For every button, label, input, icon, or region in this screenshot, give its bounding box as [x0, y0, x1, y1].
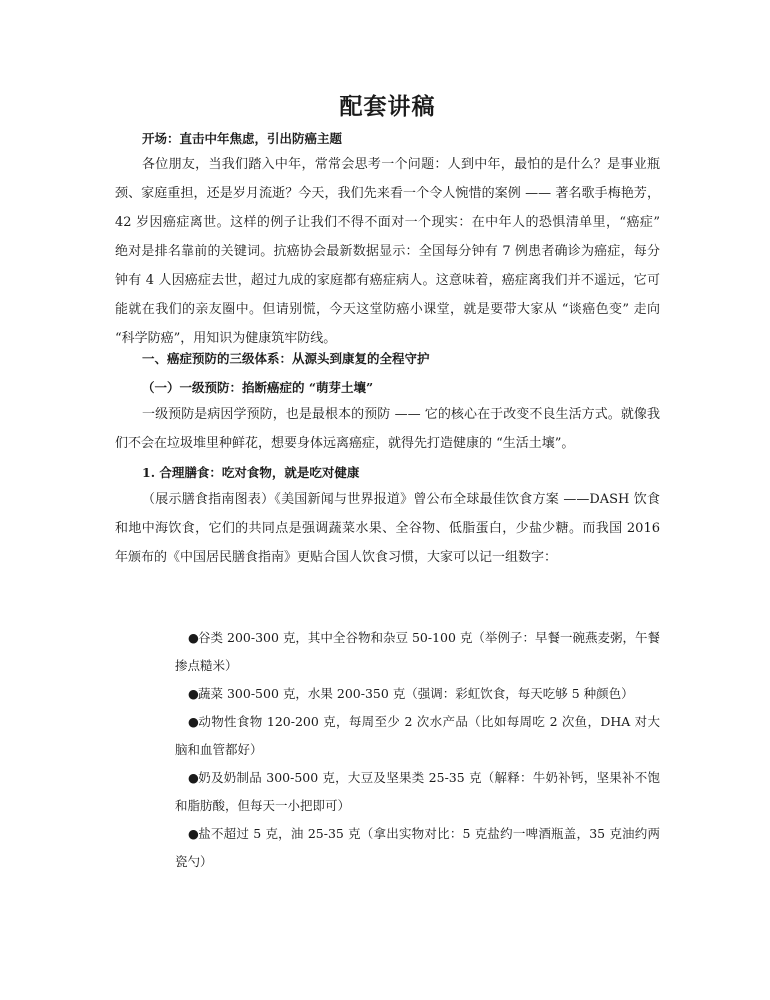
- section-heading: 一、癌症预防的三级体系：从源头到康复的全程守护: [142, 351, 430, 366]
- diet-bullet-list: [175, 624, 660, 876]
- subsection-heading: （一）一级预防：掐断癌症的 “萌芽土壤”: [142, 380, 374, 395]
- bullet-icon: ●: [188, 686, 199, 701]
- document-page: [115, 0, 660, 1000]
- list-item: ●动物性食物 120-200 克，每周至少 2 次水产品（比如每周吃 2 次鱼，DHA 对大脑和血管都好）: [175, 708, 660, 764]
- page-title: 配套讲稿: [339, 93, 436, 120]
- opening-heading: 开场：直击中年焦虑，引出防癌主题: [142, 131, 343, 146]
- list-item: ●谷类 200-300 克，其中全谷物和杂豆 50-100 克（举例子：早餐一碗燕麦粥，午餐掺点糙米）: [175, 624, 660, 680]
- list-item: ●盐不超过 5 克，油 25-35 克（拿出实物对比：5 克盐约一啤酒瓶盖，35 克油约两瓷勺）: [175, 820, 660, 876]
- bullet-icon: ●: [188, 714, 199, 729]
- item-heading: 1. 合理膳食：吃对食物，就是吃对健康: [142, 465, 360, 480]
- bullet-icon: ●: [188, 826, 199, 841]
- bullet-icon: ●: [188, 770, 199, 785]
- bullet-icon: ●: [188, 630, 199, 645]
- subsection-paragraph: 一级预防是病因学预防，也是最根本的预防 —— 它的核心在于改变不良生活方式。就像我们不会在垃圾堆里种鲜花，想要身体远离癌症，就得先打造健康的 “生活土壤”。: [115, 407, 660, 451]
- item-paragraph: （展示膳食指南图表）《美国新闻与世界报道》曾公布全球最佳饮食方案 ——DASH 饮食和地中海饮食，它们的共同点是强调蔬菜水果、全谷物、低脂蛋白，少盐少糖。而我国 2016 年颁布的《中国居民膳食指南》更贴合国人饮食习惯，大家可以记一组数字：: [115, 492, 660, 565]
- list-item: ●蔬菜 300-500 克，水果 200-350 克（强调：彩虹饮食，每天吃够 5 种颜色）: [175, 680, 660, 708]
- opening-paragraph: 各位朋友，当我们踏入中年，常常会思考一个问题：人到中年，最怕的是什么？是事业瓶颈、家庭重担，还是岁月流逝？今天，我们先来看一个令人惋惜的案例 —— 著名歌手梅艳芳，42 岁因癌症离世。这样的例子让我们不得不面对一个现实：在中年人的恐惧清单里，“癌症” 绝对是排名靠前的关键词。抗癌协会最新数据显示：全国每分钟有 7 例患者确诊为癌症，每分钟有 4 人因癌症去世，超过九成的家庭都有癌症病人。这意味着，癌症离我们并不遥远，它可能就在我们的亲友圈中。但请别慌，今天这堂防癌小课堂，就是要带大家从 “谈癌色变” 走向 “科学防癌”，用知识为健康筑牢防线。: [115, 157, 660, 346]
- list-item: ●奶及奶制品 300-500 克，大豆及坚果类 25-35 克（解释：牛奶补钙，坚果补不饱和脂肪酸，但每天一小把即可）: [175, 764, 660, 820]
